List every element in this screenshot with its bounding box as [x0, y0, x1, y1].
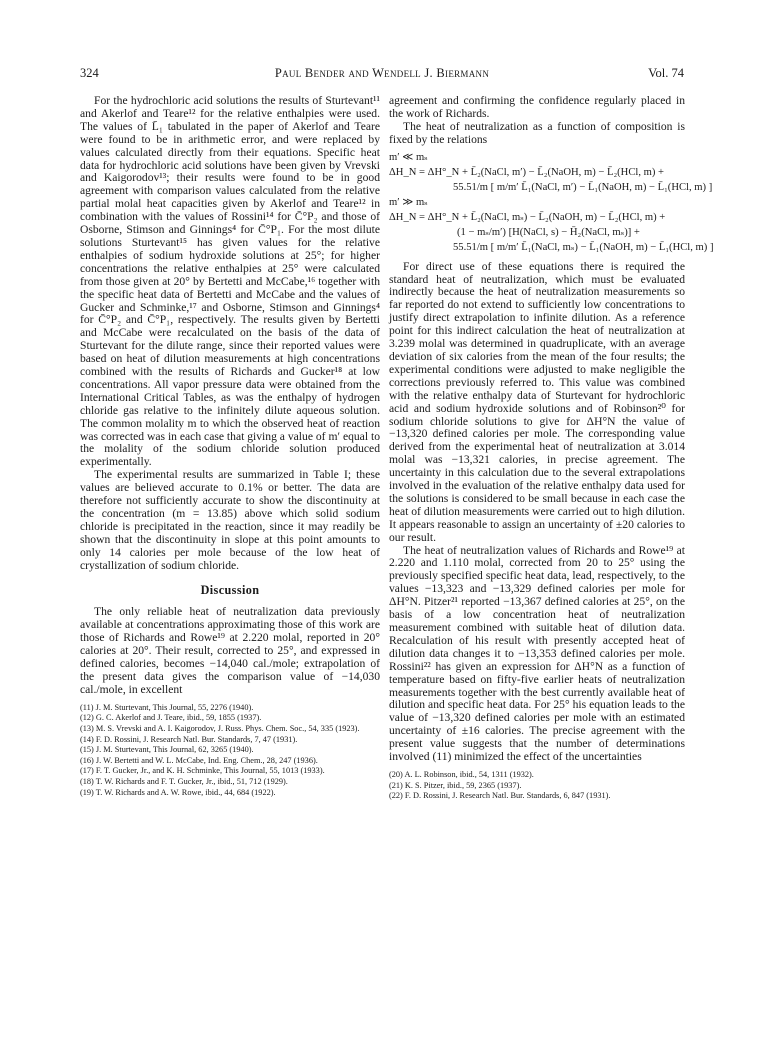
paragraph: The heat of neutralization as a function of composition is fixed by the relations [389, 119, 685, 146]
paragraph: The experimental results are summarized in Table I; these values are believed accurate to 0.1% or better. The data are therefore not sufficiently accurate to show the discontinuity at the concentration (m = 13.85) above which solid sodium chloride is precipitated in the reaction, since it may readily be shown that the discontinuity in slope at this point amounts to only 14 calories per mole because of the low heat of crystallization of sodium chloride. [80, 468, 380, 572]
footnote: (15) J. M. Sturtevant, This Journal, 62, 3265 (1940). [80, 745, 254, 755]
paragraph: For the hydrochloric acid solutions the results of Sturtevant¹¹ and Akerlof and Teare¹² for the relative enthalpies were used. The values of L̄₁ tabulated in the paper of Akerlof and Teare were found to be in arithmetic error, and were replaced by values calculated directly from their equations. Specific heat data for hydrochloric acid solutions have been given by Vrevski and Kaigorodov¹³; their results were found to be in good agreement with comparison values calculated from the relative partial molal heat capacities given by Akerlof and Teare¹² in combination with the values of Rossini¹⁴ for C̄°P₂ and those of Osborne, Stimson and Ginnings⁴ for C̄°P₁. For the most dilute solutions Sturtevant¹⁵ has given values for the relative enthalpies of sodium hydroxide solutions at 25°; for higher concentrations the relative enthalpies at 25° were calculated from those given at 20° by Bertetti and McCabe,¹⁶ together with the specific heat data of Bertetti and McCabe and the values of Gucker and Schminke,¹⁷ and Osborne, Stimson and Ginnings⁴ for C̄°P₂ and C̄°P₁, respectively. The results given by Bertetti and McCabe were recalculated on the basis of the data of Sturtevant for the dilute range, since their reported values were based on heat of dilution measurements at high concentrations combined with the results of Richards and Gucker¹⁸ at low concentrations. All vapor pressure data were obtained from the International Critical Tables, as was the enthalpy of hydrogen chloride gas relative to the infinitely dilute aqueous solution. The common molality m to which the observed heat of reaction was corrected was in each case that giving a value of m′ equal to the molality of the sodium chloride solution produced experimentally. [80, 94, 380, 469]
footnote: (16) J. W. Bertetti and W. L. McCabe, Ind. Eng. Chem., 28, 247 (1936). [80, 755, 318, 765]
running-header [80, 66, 684, 82]
running-title: Paul Bender and Wendell J. Biermann [274, 66, 490, 80]
paragraph: The heat of neutralization values of Richards and Rowe¹⁹ at 2.220 and 1.110 molal, corrected from 20 to 25° using the previously specified specific heat data, lead, respectively, to the values −13,323 and −13,329 defined calories per mole for ΔH°N. Pitzer²¹ reported −13,367 defined calories at 25°, on the basis of a low concentration heat of neutralization measurement combined with suitable heat of dilution data. Recalculation of his result with presently accepted heat of dilution data changes it to −13,353 defined calories per mole. Rossini²² has given an expression for ΔH°N as a function of temperature based on fifty-five earlier heats of neutralization measurements together with the best currently available heat of dilution and specific heat data. For 25° his equation leads to the value of −13,320 defined calories per mole with an estimated uncertainty of ±16 calories. The precise agreement with the present value suggests that the number of determinations involved (11) minimized the effect of the uncertainties [389, 543, 685, 764]
equation-line: (1 − mₛ/m′) [H(NaCl, s) − H̄₂(NaCl, mₛ)] + [457, 226, 640, 238]
left-column [80, 95, 380, 798]
volume-label: Vol. 74 [648, 66, 684, 80]
paragraph: For direct use of these equations there is required the standard heat of neutralization, which must be evaluated indirectly because the heat of neutralization measurements so far reported do not extend to sufficiently low concentrations to justify direct extrapolation to infinite dilution. As a reference point for this indirect calculation the heat of neutralization at 3.239 molal was determined in quadruplicate, with an average deviation of six calories from the mean of the four results; the experimental conditions were adjusted to make negligible the corrections previously referred to. This value was combined with the relative enthalpy data of Sturtevant for hydrochloric acid and sodium hydroxide solutions and of Robinson²⁰ for sodium chloride solutions to give for ΔH°N the value of −13,320 defined calories per mole. The corresponding value derived from the experimental heat of neutralization at 3.014 molal was −13,321 calories, in precise agreement. The uncertainty in this calculation due to the several extrapolations involved in the evaluation of the relative enthalpy data used for the solutions is considered to be small because in each case the heat of dilution measurements were carried out to high dilution. It appears reasonable to assign an uncertainty of ±20 calories to our result. [389, 259, 685, 544]
section-heading: Discussion [200, 582, 260, 597]
footnote: (22) F. D. Rossini, J. Research Natl. Bur. Standards, 6, 847 (1931). [389, 791, 611, 801]
paragraph: The only reliable heat of neutralization data previously available at concentrations approximating those of this work are those of Richards and Rowe¹⁹ at 2.220 molal, reported in 20° calories at 20°. Their result, corrected to 25°, and expressed in defined calories, becomes −14,040 cal./mole; extrapolation of the present data gives the comparison value of −14,030 cal./mole, in excellent [80, 605, 380, 696]
footnote: (19) T. W. Richards and A. W. Rowe, ibid., 44, 684 (1922). [80, 787, 276, 797]
footnotes [389, 770, 685, 802]
footnote: (14) F. D. Rossini, J. Research Natl. Bur. Standards, 7, 47 (1931). [80, 734, 298, 744]
footnote: (20) A. L. Robinson, ibid., 54, 1311 (1932). [389, 769, 534, 779]
equation-line: ΔH_N = ΔH°_N + L̄₂(NaCl, m′) − L̄₂(NaOH, m) − L̄₂(HCl, m) + [389, 166, 665, 178]
equation-condition: m′ ≪ mₛ [389, 151, 428, 163]
footnotes [80, 703, 380, 798]
footnote: (12) G. C. Akerlof and J. Teare, ibid., 59, 1855 (1937). [80, 713, 262, 723]
equation-line: 55.51/m [ m/m′ L̄₁(NaCl, m′) − L̄₁(NaOH, m) − L̄₁(HCl, m) ] [453, 181, 713, 193]
footnote: (18) T. W. Richards and F. T. Gucker, Jr., ibid., 51, 712 (1929). [80, 776, 288, 786]
equation-line: ΔH_N = ΔH°_N + L̄₂(NaCl, mₛ) − L̄₂(NaOH, m) − L̄₂(HCl, m) + [389, 211, 666, 223]
footnote: (17) F. T. Gucker, Jr., and K. H. Schminke, This Journal, 55, 1013 (1933). [80, 766, 325, 776]
footnote: (13) M. S. Vrevski and A. I. Kaigorodov, J. Russ. Phys. Chem. Soc., 54, 335 (1923). [80, 723, 360, 733]
page-number: 324 [80, 66, 99, 80]
equation-condition: m′ ≫ mₛ [389, 196, 428, 208]
right-column [389, 94, 714, 802]
footnote: (11) J. M. Sturtevant, This Journal, 55, 2276 (1940). [80, 702, 254, 712]
footnote: (21) K. S. Pitzer, ibid., 59, 2365 (1937). [389, 780, 522, 790]
equation-line: 55.51/m [ m/m′ L̄₁(NaCl, mₛ) − L̄₁(NaOH, m) − L̄₁(HCl, m) ] [453, 241, 714, 253]
paragraph-continuation: agreement and confirming the confidence regularly placed in the work of Richards. [389, 94, 685, 120]
equation-block [389, 150, 714, 255]
